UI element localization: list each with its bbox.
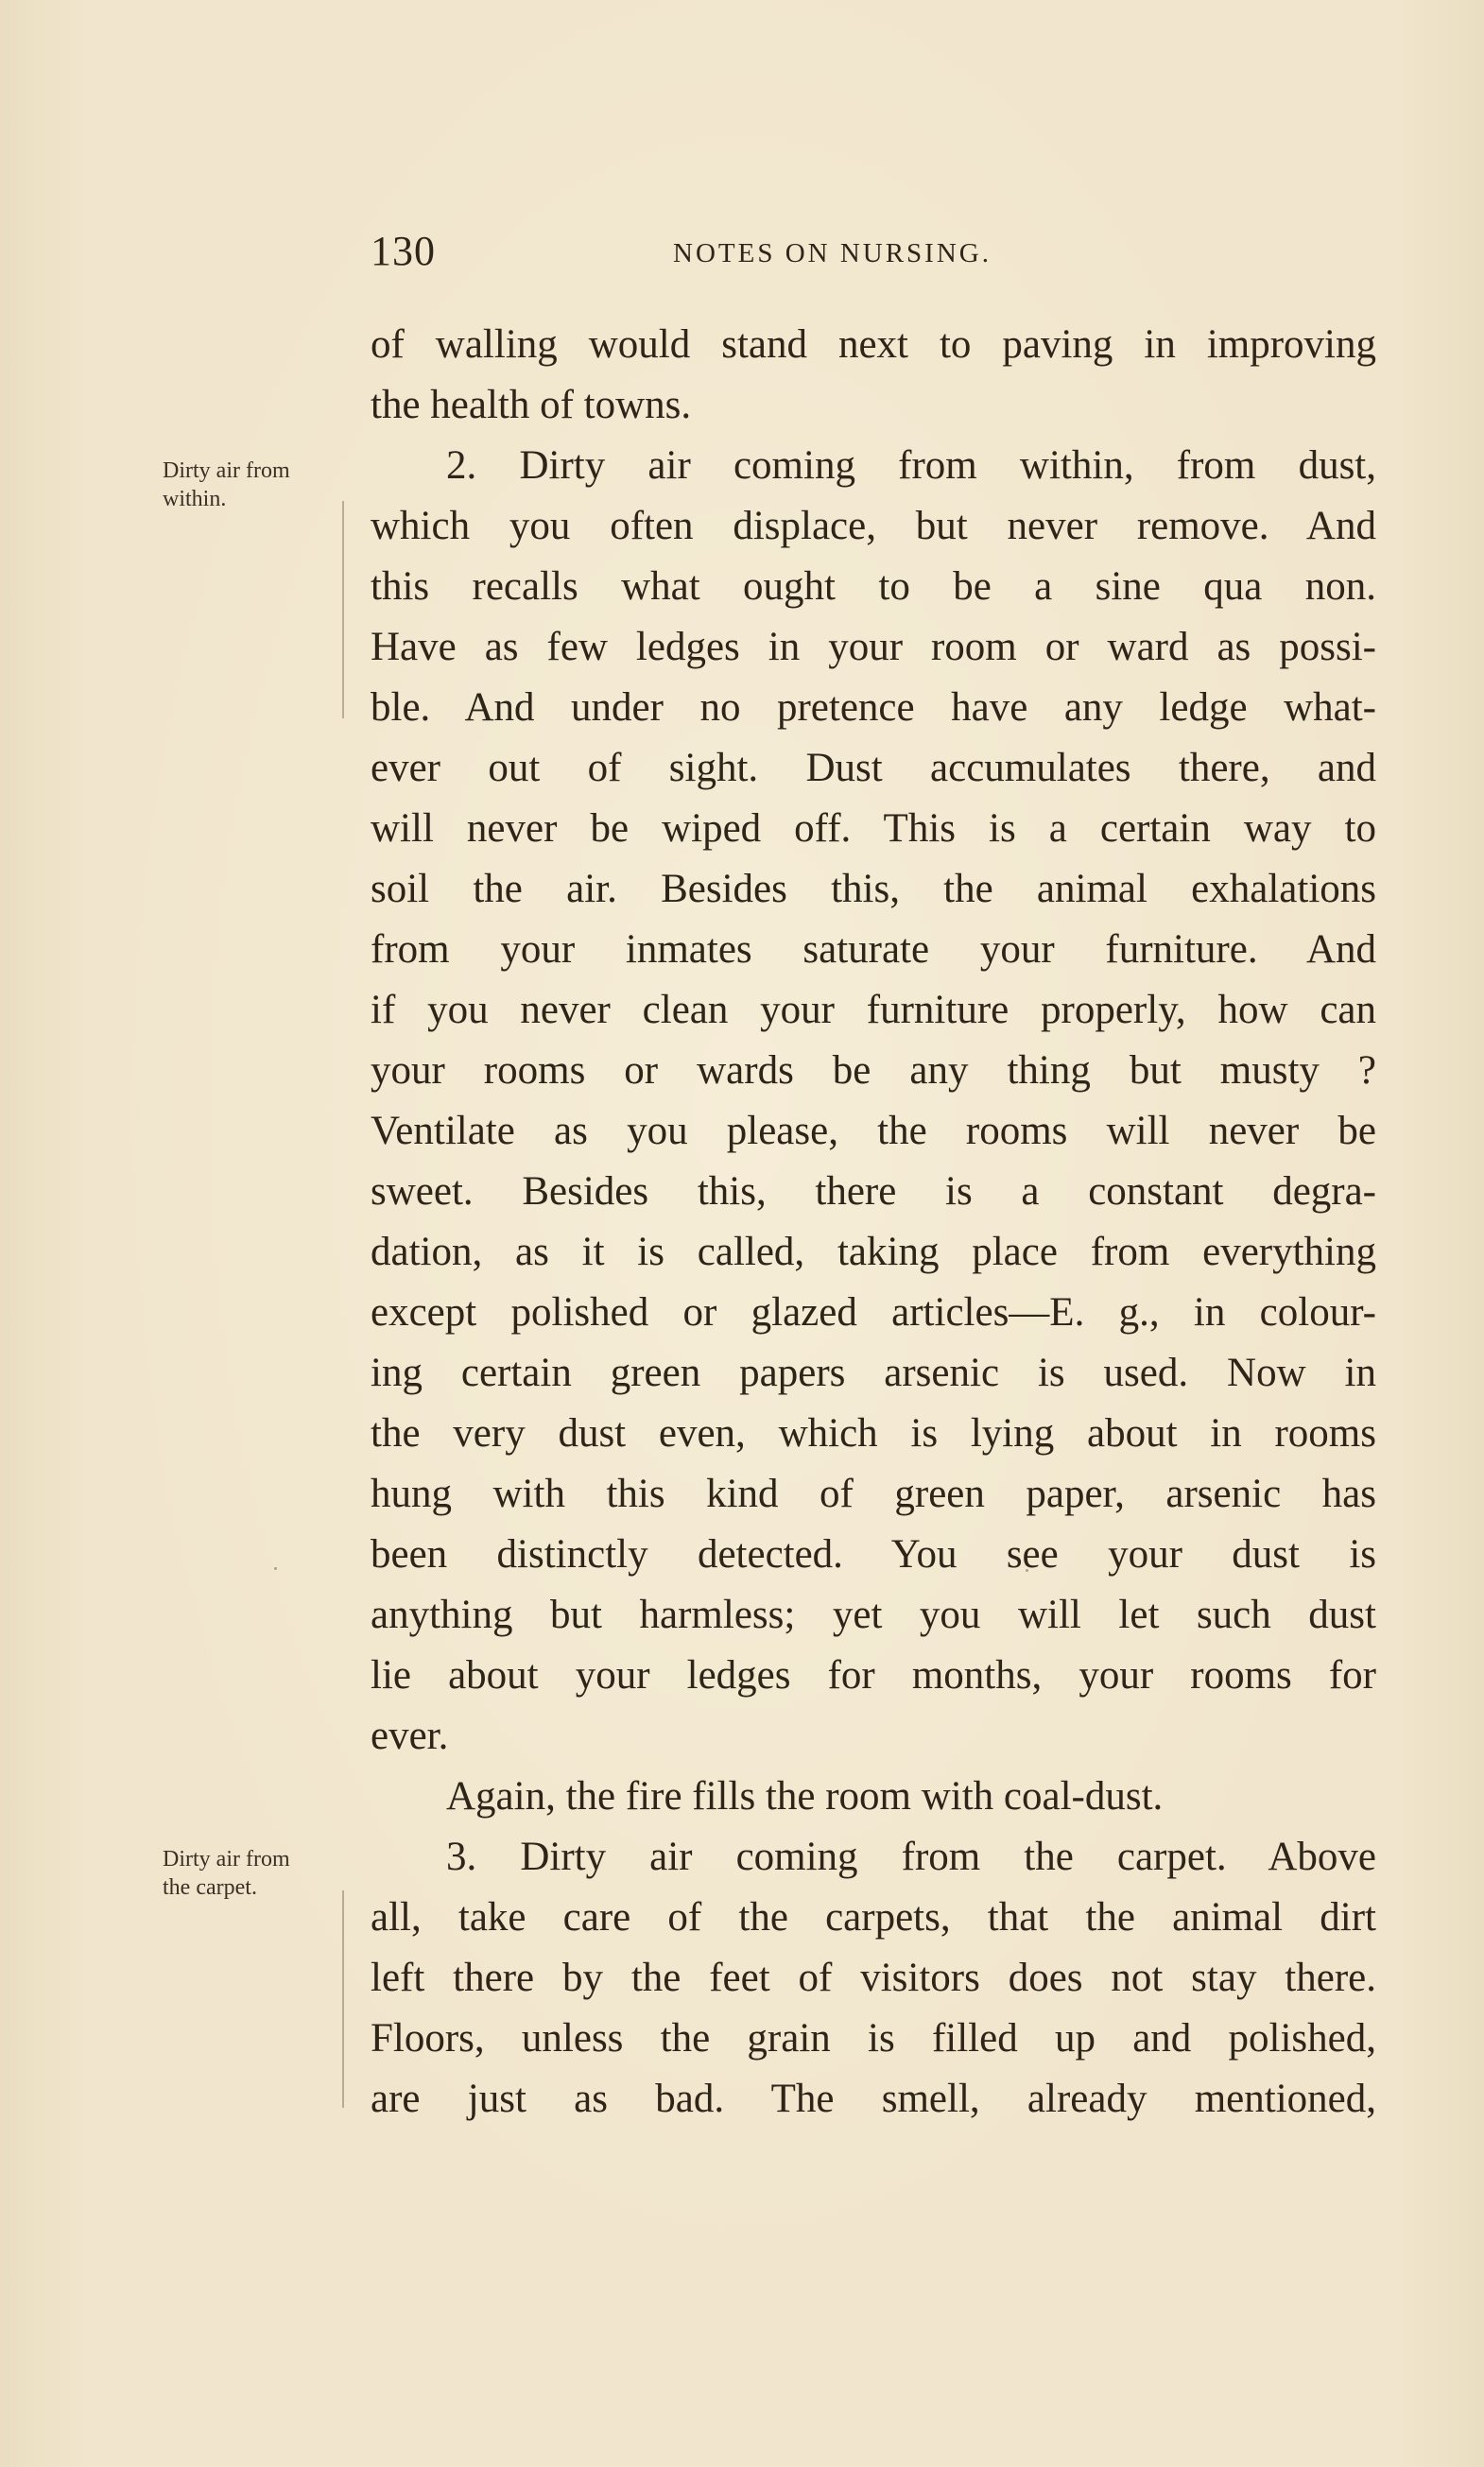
text-line: the health of towns. <box>371 383 692 427</box>
margin-rule <box>342 1890 344 2108</box>
text-line: 3. Dirty air coming from the carpet. Above <box>446 1835 1376 1879</box>
text-line: from your inmates saturate your furniture. And <box>371 927 1376 972</box>
running-head <box>371 227 1382 284</box>
text-line: hung with this kind of green paper, arsenic has <box>371 1472 1376 1516</box>
text-line: soil the air. Besides this, the animal exhalations <box>371 867 1376 911</box>
text-line: lie about your ledges for months, your rooms for <box>371 1653 1376 1698</box>
margin-rule <box>342 501 344 718</box>
text-line: are just as bad. The smell, already mentioned, <box>371 2077 1376 2121</box>
text-line: except polished or glazed articles—E. g., in colour- <box>371 1290 1376 1335</box>
text-line: anything but harmless; yet you will let such dust <box>371 1593 1376 1637</box>
body-text <box>371 315 1376 2130</box>
sidenote-dirty-air-carpet <box>163 1845 369 1902</box>
sidenote-line: Dirty air from <box>163 458 290 483</box>
text-line: Again, the fire fills the room with coal-dust. <box>446 1774 1164 1819</box>
sidenote-dirty-air-within <box>163 457 369 513</box>
text-line: ing certain green papers arsenic is used. Now in <box>371 1351 1376 1395</box>
text-line: the very dust even, which is lying about in rooms <box>371 1411 1376 1456</box>
text-line: dation, as it is called, taking place from everything <box>371 1230 1376 1274</box>
page-number: 130 <box>371 228 436 274</box>
text-line: sweet. Besides this, there is a constant degra- <box>371 1169 1376 1214</box>
text-line: Floors, unless the grain is filled up and polished, <box>371 2016 1376 2061</box>
text-line: 2. Dirty air coming from within, from dust, <box>446 443 1376 488</box>
text-line: which you often displace, but never remove. And <box>371 504 1376 548</box>
text-line: of walling would stand next to paving in improving <box>371 322 1376 367</box>
sidenote-line: within. <box>163 487 227 511</box>
text-line: Ventilate as you please, the rooms will never be <box>371 1109 1376 1153</box>
text-line: ever. <box>371 1714 449 1758</box>
text-line: left there by the feet of visitors does not stay there. <box>371 1956 1376 2000</box>
sidenote-line: the carpet. <box>163 1875 257 1900</box>
sidenote-line: Dirty air from <box>163 1847 290 1872</box>
text-line: all, take care of the carpets, that the animal dirt <box>371 1895 1376 1940</box>
running-title: NOTES ON NURSING. <box>673 238 992 268</box>
text-line: this recalls what ought to be a sine qua non. <box>371 564 1376 609</box>
paper-speck <box>274 1567 277 1570</box>
text-line: your rooms or wards be any thing but musty ? <box>371 1048 1376 1093</box>
text-line: ever out of sight. Dust accumulates there, and <box>371 746 1376 790</box>
text-line: Have as few ledges in your room or ward as possi- <box>371 625 1376 669</box>
text-line: will never be wiped off. This is a certain way to <box>371 806 1376 851</box>
text-line: been distinctly detected. You see your dust is <box>371 1532 1376 1577</box>
text-line: ble. And under no pretence have any ledge what- <box>371 685 1376 730</box>
text-line: if you never clean your furniture properly, how can <box>371 988 1376 1032</box>
